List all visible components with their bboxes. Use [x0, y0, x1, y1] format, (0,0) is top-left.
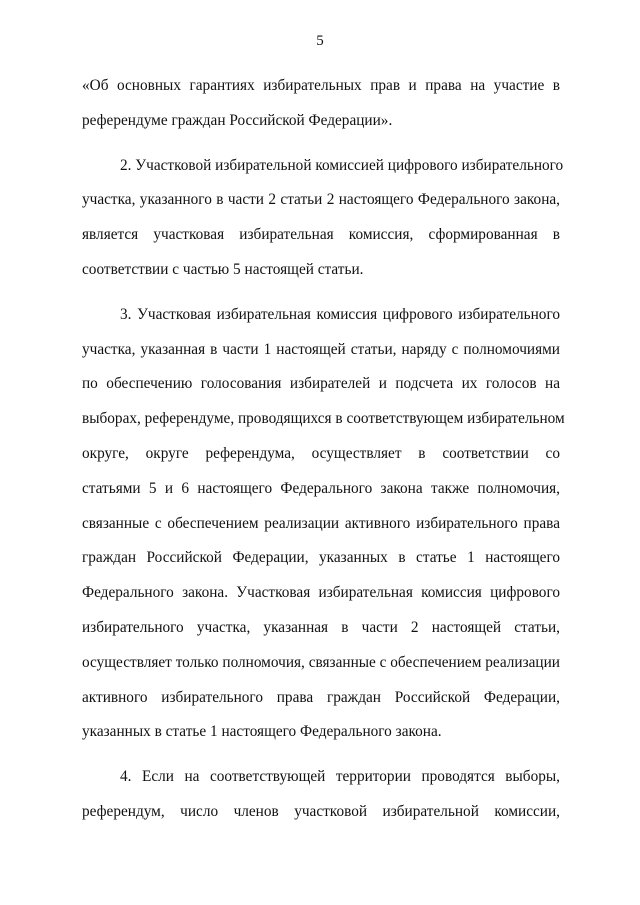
text-line: является участковая избирательная комиссия, сформированная в — [82, 226, 560, 244]
text-line: осуществляет только полномочия, связанные с обеспечением реализации — [82, 653, 560, 671]
text-line: указанных в статье 1 настоящего Федерального закона. — [82, 723, 442, 741]
text-line: референдум, число членов участковой избирательной комиссии, — [82, 802, 560, 820]
text-line: 4. Если на соответствующей территории проводятся выборы, — [120, 768, 560, 786]
document-body — [82, 69, 565, 830]
text-line: Федерального закона. Участковая избирательная комиссия цифрового — [82, 584, 560, 602]
paragraph — [82, 298, 565, 750]
text-line: связанные с обеспечением реализации активного избирательного права — [82, 514, 560, 532]
text-line: выборах, референдуме, проводящихся в соответствующем избирательном — [82, 410, 565, 428]
text-line: участка, указанная в части 1 настоящей статьи, наряду с полномочиями — [82, 340, 560, 358]
page-number: 5 — [316, 33, 324, 49]
text-line: округе, округе референдума, осуществляет в соответствии со — [82, 444, 560, 462]
paragraph — [82, 69, 560, 139]
text-line: «Об основных гарантиях избирательных прав и права на участие в — [82, 77, 560, 94]
text-line: по обеспечению голосования избирателей и подсчета их голосов на — [82, 375, 560, 393]
text-line: избирательного участка, указанная в части 2 настоящей статьи, — [82, 618, 560, 636]
text-line: активного избирательного права граждан Российской Федерации, — [82, 688, 560, 706]
text-line: статьями 5 и 6 настоящего Федерального закона также полномочия, — [82, 479, 560, 497]
paragraph — [82, 149, 564, 288]
text-line: референдуме граждан Российской Федерации». — [82, 111, 393, 129]
text-line: 3. Участковая избирательная комиссия цифрового избирательного — [120, 305, 560, 323]
text-line: 2. Участковой избирательной комиссией цифрового избирательного — [120, 156, 564, 174]
text-line: соответствии с частью 5 настоящей статьи. — [82, 260, 364, 278]
text-line: участка, указанного в части 2 статьи 2 настоящего Федерального закона, — [82, 191, 560, 209]
paragraph — [82, 760, 560, 830]
text-line: граждан Российской Федерации, указанных в статье 1 настоящего — [82, 549, 560, 567]
